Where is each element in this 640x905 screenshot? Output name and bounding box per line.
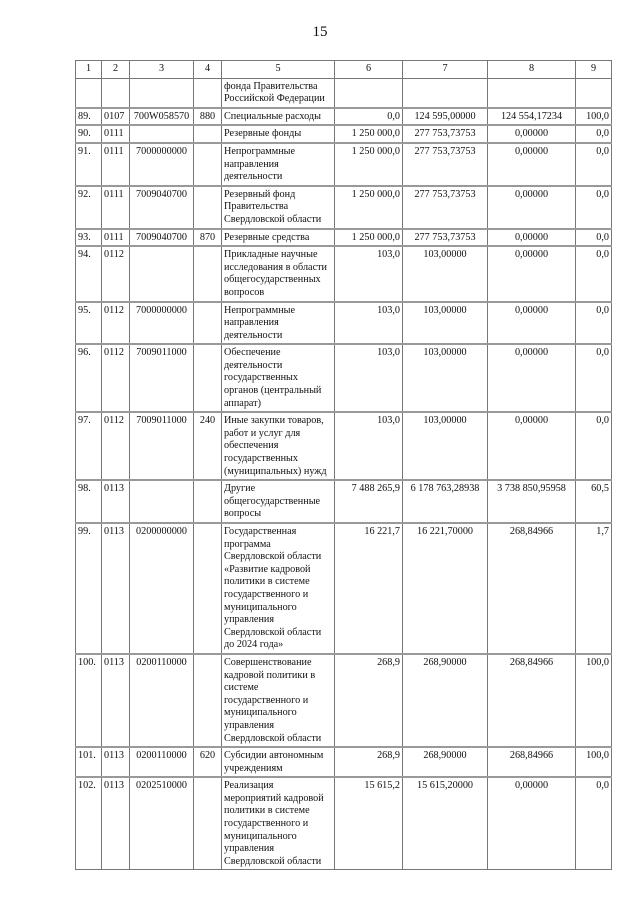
row-number: 101. (76, 747, 102, 777)
item-name: Резервный фонд Правительства Свердловской области (222, 186, 335, 229)
planned-amount: 1 250 000,0 (335, 229, 403, 247)
executed-amount: 0,00000 (488, 229, 576, 247)
row-number: 96. (76, 344, 102, 412)
row-number: 98. (76, 480, 102, 523)
column-header: 7 (403, 61, 488, 79)
row-number: 90. (76, 125, 102, 143)
planned-amount: 103,0 (335, 344, 403, 412)
executed-amount: 0,00000 (488, 777, 576, 870)
target-article-code (130, 78, 194, 108)
column-header: 2 (102, 61, 130, 79)
table-row (76, 246, 612, 301)
execution-percent: 100,0 (576, 747, 612, 777)
planned-amount: 15 615,2 (335, 777, 403, 870)
planned-amount (335, 78, 403, 108)
execution-percent: 1,7 (576, 523, 612, 654)
planned-amount: 103,0 (335, 302, 403, 345)
item-name: Субсидии автономным учреждениям (222, 747, 335, 777)
execution-percent: 0,0 (576, 246, 612, 301)
execution-percent: 0,0 (576, 229, 612, 247)
executed-amount: 3 738 850,95958 (488, 480, 576, 523)
item-name: Обеспечение деятельности государственных органов (центральный аппарат) (222, 344, 335, 412)
table-row (76, 777, 612, 870)
row-number: 95. (76, 302, 102, 345)
target-article-code: 0200000000 (130, 523, 194, 654)
table-header-row (76, 61, 612, 79)
row-number: 100. (76, 654, 102, 747)
approved-amount: 124 595,00000 (403, 108, 488, 126)
expense-type-code (194, 523, 222, 654)
planned-amount: 103,0 (335, 246, 403, 301)
approved-amount (403, 78, 488, 108)
approved-amount: 15 615,20000 (403, 777, 488, 870)
execution-percent (576, 78, 612, 108)
target-article-code: 7009011000 (130, 344, 194, 412)
execution-percent: 0,0 (576, 344, 612, 412)
item-name: Непрограммные направления деятельности (222, 302, 335, 345)
item-name: Резервные фонды (222, 125, 335, 143)
table-body (76, 78, 612, 870)
expense-type-code: 240 (194, 412, 222, 480)
planned-amount: 0,0 (335, 108, 403, 126)
planned-amount: 1 250 000,0 (335, 125, 403, 143)
row-number: 99. (76, 523, 102, 654)
planned-amount: 1 250 000,0 (335, 186, 403, 229)
section-code: 0112 (102, 246, 130, 301)
expense-type-code (194, 777, 222, 870)
executed-amount: 268,84966 (488, 523, 576, 654)
table-row (76, 480, 612, 523)
section-code: 0112 (102, 344, 130, 412)
item-name: Государственная программа Свердловской области «Развитие кадровой политики в системе государственного и муниципального управления Свердловской области до 2024 года» (222, 523, 335, 654)
expense-type-code: 870 (194, 229, 222, 247)
row-number: 91. (76, 143, 102, 186)
table-row (76, 186, 612, 229)
execution-percent: 0,0 (576, 302, 612, 345)
approved-amount: 277 753,73753 (403, 186, 488, 229)
execution-percent: 0,0 (576, 186, 612, 229)
table-row (76, 78, 612, 108)
target-article-code: 0200110000 (130, 654, 194, 747)
table-row (76, 654, 612, 747)
section-code: 0107 (102, 108, 130, 126)
planned-amount: 268,9 (335, 654, 403, 747)
approved-amount: 103,00000 (403, 344, 488, 412)
row-number: 97. (76, 412, 102, 480)
table-row (76, 412, 612, 480)
planned-amount: 268,9 (335, 747, 403, 777)
item-name: Непрограммные направления деятельности (222, 143, 335, 186)
table-row (76, 344, 612, 412)
executed-amount: 0,00000 (488, 344, 576, 412)
execution-percent: 0,0 (576, 777, 612, 870)
target-article-code: 7009040700 (130, 229, 194, 247)
execution-percent: 100,0 (576, 654, 612, 747)
executed-amount: 268,84966 (488, 654, 576, 747)
approved-amount: 6 178 763,28938 (403, 480, 488, 523)
item-name: Реализация мероприятий кадровой политики в системе государственного и муниципального управления Свердловской области (222, 777, 335, 870)
approved-amount: 16 221,70000 (403, 523, 488, 654)
expense-type-code (194, 654, 222, 747)
table-row (76, 302, 612, 345)
row-number: 89. (76, 108, 102, 126)
target-article-code: 7000000000 (130, 302, 194, 345)
expense-type-code (194, 125, 222, 143)
planned-amount: 16 221,7 (335, 523, 403, 654)
column-header: 1 (76, 61, 102, 79)
section-code: 0111 (102, 125, 130, 143)
column-header: 5 (222, 61, 335, 79)
row-number: 92. (76, 186, 102, 229)
column-header: 9 (576, 61, 612, 79)
execution-percent: 0,0 (576, 125, 612, 143)
target-article-code (130, 246, 194, 301)
execution-percent: 100,0 (576, 108, 612, 126)
item-name: Прикладные научные исследования в области общегосударственных вопросов (222, 246, 335, 301)
item-name: фонда Правительства Российской Федерации (222, 78, 335, 108)
section-code: 0111 (102, 186, 130, 229)
approved-amount: 103,00000 (403, 412, 488, 480)
execution-percent: 0,0 (576, 143, 612, 186)
expense-type-code (194, 480, 222, 523)
approved-amount: 103,00000 (403, 246, 488, 301)
executed-amount: 124 554,17234 (488, 108, 576, 126)
section-code: 0113 (102, 654, 130, 747)
execution-percent: 0,0 (576, 412, 612, 480)
item-name: Другие общегосударственные вопросы (222, 480, 335, 523)
page-number: 15 (312, 24, 328, 40)
row-number: 94. (76, 246, 102, 301)
column-header: 6 (335, 61, 403, 79)
target-article-code: 7009011000 (130, 412, 194, 480)
section-code: 0113 (102, 747, 130, 777)
item-name: Резервные средства (222, 229, 335, 247)
executed-amount: 0,00000 (488, 143, 576, 186)
executed-amount: 0,00000 (488, 125, 576, 143)
approved-amount: 277 753,73753 (403, 143, 488, 186)
target-article-code (130, 125, 194, 143)
table-row (76, 108, 612, 126)
row-number: 102. (76, 777, 102, 870)
target-article-code: 0202510000 (130, 777, 194, 870)
target-article-code: 7009040700 (130, 186, 194, 229)
approved-amount: 277 753,73753 (403, 125, 488, 143)
executed-amount (488, 78, 576, 108)
expense-type-code (194, 143, 222, 186)
target-article-code (130, 480, 194, 523)
expense-type-code (194, 78, 222, 108)
table-row (76, 229, 612, 247)
target-article-code: 700W058570 (130, 108, 194, 126)
planned-amount: 7 488 265,9 (335, 480, 403, 523)
row-number: 93. (76, 229, 102, 247)
section-code: 0112 (102, 302, 130, 345)
target-article-code: 7000000000 (130, 143, 194, 186)
executed-amount: 0,00000 (488, 302, 576, 345)
execution-percent: 60,5 (576, 480, 612, 523)
section-code (102, 78, 130, 108)
item-name: Совершенствование кадровой политики в системе государственного и муниципального управления Свердловской области (222, 654, 335, 747)
approved-amount: 103,00000 (403, 302, 488, 345)
section-code: 0111 (102, 143, 130, 186)
expense-type-code: 880 (194, 108, 222, 126)
budget-table (75, 60, 612, 870)
expense-type-code (194, 302, 222, 345)
section-code: 0113 (102, 523, 130, 654)
table-row (76, 125, 612, 143)
expense-type-code (194, 246, 222, 301)
table-row (76, 747, 612, 777)
section-code: 0111 (102, 229, 130, 247)
expense-type-code: 620 (194, 747, 222, 777)
planned-amount: 1 250 000,0 (335, 143, 403, 186)
approved-amount: 268,90000 (403, 747, 488, 777)
expense-type-code (194, 186, 222, 229)
approved-amount: 268,90000 (403, 654, 488, 747)
expense-type-code (194, 344, 222, 412)
executed-amount: 0,00000 (488, 246, 576, 301)
column-header: 4 (194, 61, 222, 79)
approved-amount: 277 753,73753 (403, 229, 488, 247)
table-row (76, 143, 612, 186)
column-header: 3 (130, 61, 194, 79)
column-header: 8 (488, 61, 576, 79)
executed-amount: 268,84966 (488, 747, 576, 777)
target-article-code: 0200110000 (130, 747, 194, 777)
planned-amount: 103,0 (335, 412, 403, 480)
section-code: 0112 (102, 412, 130, 480)
executed-amount: 0,00000 (488, 412, 576, 480)
table-row (76, 523, 612, 654)
item-name: Иные закупки товаров, работ и услуг для обеспечения государственных (муниципальных) нужд (222, 412, 335, 480)
executed-amount: 0,00000 (488, 186, 576, 229)
item-name: Специальные расходы (222, 108, 335, 126)
section-code: 0113 (102, 480, 130, 523)
section-code: 0113 (102, 777, 130, 870)
row-number (76, 78, 102, 108)
